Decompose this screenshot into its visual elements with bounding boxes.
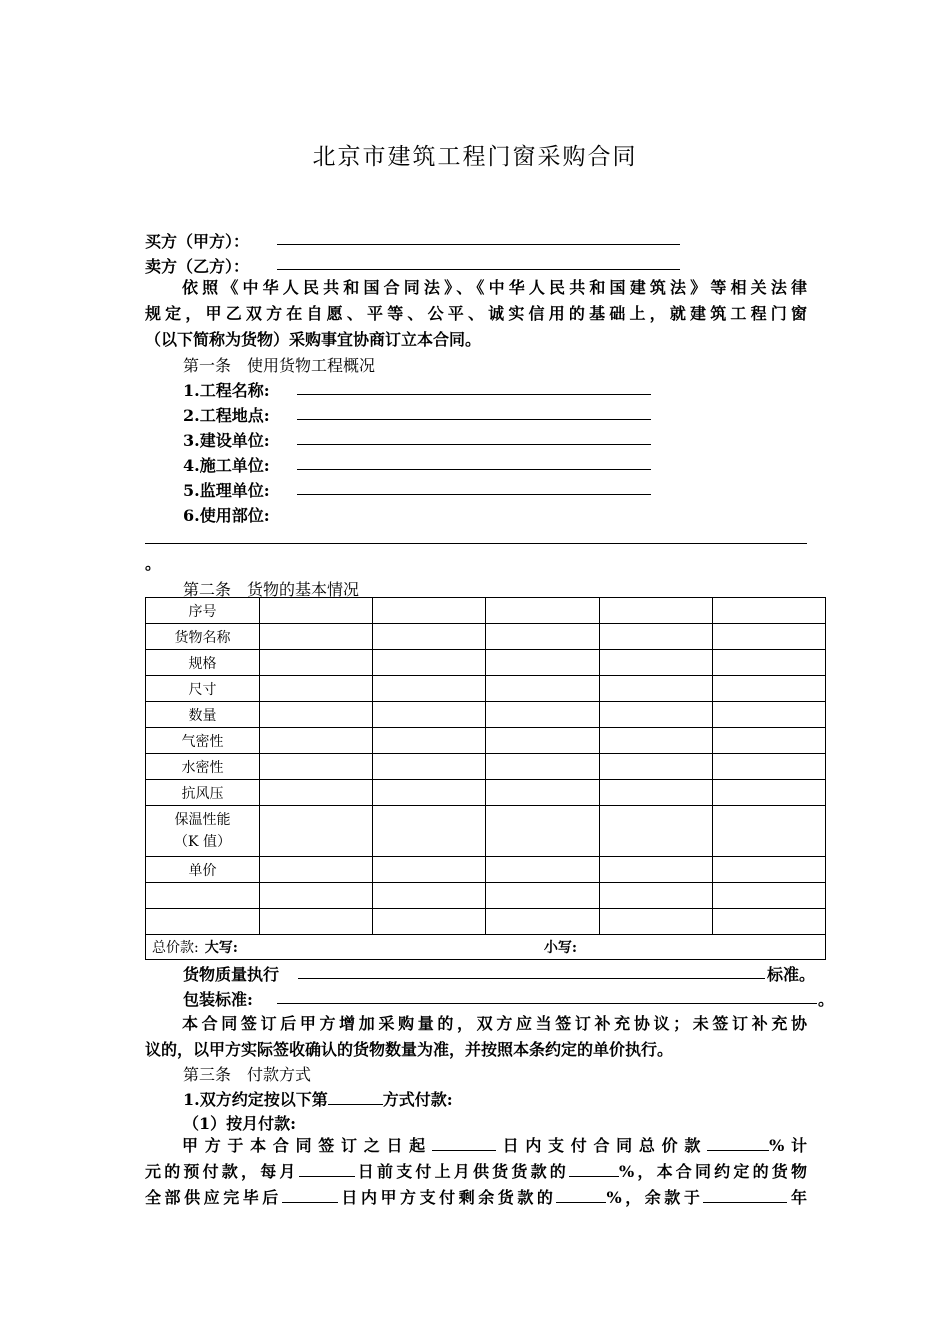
quality-suffix: 标准。 — [767, 965, 816, 984]
table-row — [146, 754, 826, 780]
payment-text: %计 — [769, 1136, 807, 1155]
row-header-spec: 规格 — [146, 650, 260, 676]
table-cell[interactable] — [373, 780, 486, 806]
supplement-line-1: 本合同签订后甲方增加采购量的，双方应当签订补充协议；未签订补充协 — [182, 1014, 807, 1033]
table-cell[interactable] — [146, 909, 260, 935]
row-header-size: 尺寸 — [146, 676, 260, 702]
payment-text: 日内支付合同总价款 — [495, 1136, 708, 1155]
row-header-serial: 序号 — [146, 598, 260, 624]
total-price-cell[interactable] — [146, 935, 826, 960]
payment-method-suffix: 方式付款: — [382, 1090, 453, 1109]
table-cell[interactable] — [486, 624, 600, 650]
table-row — [146, 676, 826, 702]
table-cell[interactable] — [600, 702, 713, 728]
table-cell[interactable] — [260, 754, 373, 780]
table-cell[interactable] — [600, 650, 713, 676]
table-row — [146, 624, 826, 650]
payment-text: 日前支付上月供货货款的 — [354, 1162, 569, 1181]
intro-line-3: （以下简称为货物）采购事宜协商订立本合同。 — [145, 330, 482, 349]
quality-label: 货物质量执行 — [183, 965, 280, 984]
table-cell[interactable] — [373, 909, 486, 935]
final-days-blank[interactable] — [282, 1186, 338, 1203]
buyer-blank[interactable] — [277, 244, 680, 245]
table-cell[interactable] — [260, 702, 373, 728]
table-cell[interactable] — [260, 650, 373, 676]
row-header-wind-pressure: 抗风压 — [146, 780, 260, 806]
payment-method-text: 1.双方约定按以下第 — [183, 1090, 328, 1109]
row-header-air-tightness: 气密性 — [146, 728, 260, 754]
row-header-insulation — [146, 806, 260, 857]
packing-end-mark: 。 — [818, 990, 835, 1009]
table-cell[interactable] — [713, 728, 826, 754]
table-row — [146, 883, 826, 909]
payment-line-1 — [145, 1133, 807, 1159]
article1-heading: 第一条 使用货物工程概况 — [183, 356, 376, 375]
buyer-label: 买方（甲方）： — [145, 232, 250, 251]
table-row — [146, 702, 826, 728]
payment-text: 元的预付款，每月 — [145, 1162, 299, 1181]
project-name-label: 1.工程名称: — [183, 381, 270, 400]
article2-heading: 第二条 货物的基本情况 — [183, 580, 360, 599]
total-price-label: 总价款: — [152, 940, 199, 956]
table-cell[interactable] — [373, 702, 486, 728]
packing-label: 包装标准: — [183, 990, 253, 1009]
table-row — [146, 909, 826, 935]
table-row — [146, 728, 826, 754]
table-cell[interactable] — [260, 780, 373, 806]
intro-line-1: 依照《中华人民共和国合同法》、《中华人民共和国建筑法》等相关法律 — [182, 278, 807, 297]
advance-days-blank[interactable] — [432, 1134, 496, 1151]
table-row — [146, 857, 826, 883]
row-header-water-tightness: 水密性 — [146, 754, 260, 780]
supplement-line-2: 议的，以甲方实际签收确认的货物数量为准，并按照本条约定的单价执行。 — [145, 1040, 674, 1059]
payment-text: 年 — [787, 1188, 807, 1207]
table-cell[interactable] — [260, 676, 373, 702]
payment-line-2 — [145, 1159, 807, 1185]
table-cell[interactable] — [373, 624, 486, 650]
supplement-paragraph — [145, 1011, 807, 1063]
table-cell[interactable] — [486, 806, 600, 857]
table-cell[interactable] — [713, 857, 826, 883]
table-cell[interactable] — [146, 883, 260, 909]
table-cell[interactable] — [600, 857, 713, 883]
table-cell[interactable] — [600, 883, 713, 909]
table-cell[interactable] — [260, 598, 373, 624]
monthly-payment-label: （1）按月付款: — [183, 1114, 297, 1133]
builder-unit-blank[interactable] — [297, 469, 651, 470]
table-cell[interactable] — [713, 883, 826, 909]
intro-line-2: 规定，甲乙双方在自愿、平等、公平、诚实信用的基础上，就建筑工程门窗 — [145, 304, 807, 323]
table-cell[interactable] — [600, 806, 713, 857]
final-percent-blank[interactable] — [556, 1186, 606, 1203]
table-cell[interactable] — [260, 728, 373, 754]
table-cell[interactable] — [713, 780, 826, 806]
row-header-unit-price: 单价 — [146, 857, 260, 883]
project-location-blank[interactable] — [297, 419, 651, 420]
payment-text: 全部供应完毕后 — [145, 1188, 282, 1207]
table-cell[interactable] — [486, 857, 600, 883]
table-cell[interactable] — [600, 676, 713, 702]
table-cell[interactable] — [260, 806, 373, 857]
table-cell[interactable] — [260, 857, 373, 883]
table-row — [146, 650, 826, 676]
table-cell[interactable] — [373, 650, 486, 676]
payment-text: %，余款于 — [606, 1188, 704, 1207]
goods-table — [145, 597, 826, 960]
insulation-label: 保温性能 — [174, 812, 231, 828]
table-cell[interactable] — [486, 780, 600, 806]
table-cell[interactable] — [713, 754, 826, 780]
table-cell[interactable] — [713, 650, 826, 676]
table-cell[interactable] — [373, 857, 486, 883]
payment-line-3 — [145, 1185, 807, 1211]
construction-unit-label: 3.建设单位: — [183, 431, 270, 450]
table-cell[interactable] — [713, 909, 826, 935]
total-upper-label: 大写: — [204, 940, 238, 956]
advance-percent-blank[interactable] — [707, 1134, 769, 1151]
monthly-percent-blank[interactable] — [569, 1160, 619, 1177]
table-cell[interactable] — [373, 883, 486, 909]
table-cell[interactable] — [260, 883, 373, 909]
payment-text: 日内甲方支付剩余货款的 — [337, 1188, 557, 1207]
payment-paragraph — [145, 1133, 807, 1211]
seller-blank[interactable] — [277, 269, 680, 270]
k-value-label: （K 值） — [174, 834, 231, 850]
usage-location-label: 6.使用部位: — [183, 506, 270, 525]
table-cell[interactable] — [486, 650, 600, 676]
table-cell[interactable] — [713, 702, 826, 728]
table-cell[interactable] — [260, 624, 373, 650]
table-cell[interactable] — [373, 676, 486, 702]
packing-standard-blank[interactable] — [277, 1003, 817, 1004]
supervisor-unit-blank[interactable] — [297, 494, 651, 495]
table-cell[interactable] — [713, 676, 826, 702]
table-cell[interactable] — [486, 676, 600, 702]
usage-location-blank[interactable] — [145, 543, 807, 544]
table-cell[interactable] — [373, 806, 486, 857]
table-row — [146, 598, 826, 624]
table-cell[interactable] — [486, 598, 600, 624]
table-row — [146, 780, 826, 806]
payment-text: 甲方于本合同签订之日起 — [182, 1136, 432, 1155]
total-row — [146, 935, 826, 960]
project-location-label: 2.工程地点: — [183, 406, 270, 425]
table-cell[interactable] — [600, 598, 713, 624]
table-cell[interactable] — [713, 806, 826, 857]
table-cell[interactable] — [600, 754, 713, 780]
total-lower-label: 小写: — [543, 940, 578, 956]
article3-heading: 第三条 付款方式 — [183, 1065, 312, 1084]
payment-method-line — [183, 1087, 453, 1110]
table-cell[interactable] — [486, 728, 600, 754]
table-cell[interactable] — [600, 909, 713, 935]
table-cell[interactable] — [713, 624, 826, 650]
table-cell[interactable] — [260, 909, 373, 935]
table-cell[interactable] — [373, 598, 486, 624]
table-row — [146, 806, 826, 857]
project-name-blank[interactable] — [297, 394, 651, 395]
row-header-goods-name: 货物名称 — [146, 624, 260, 650]
page-title: 北京市建筑工程门窗采购合同 — [312, 144, 638, 170]
table-cell[interactable] — [486, 754, 600, 780]
monthly-day-blank[interactable] — [299, 1160, 355, 1177]
quality-standard-blank[interactable] — [298, 978, 765, 979]
intro-paragraph — [145, 275, 807, 353]
table-cell[interactable] — [600, 780, 713, 806]
row-header-quantity: 数量 — [146, 702, 260, 728]
table-cell[interactable] — [486, 702, 600, 728]
table-cell[interactable] — [600, 624, 713, 650]
balance-year-blank[interactable] — [703, 1186, 787, 1203]
table-cell[interactable] — [486, 909, 600, 935]
payment-text: %，本合同约定的货物 — [618, 1162, 807, 1181]
article1-end-mark: 。 — [145, 554, 162, 573]
payment-method-blank[interactable] — [328, 1088, 383, 1105]
table-cell[interactable] — [713, 598, 826, 624]
table-cell[interactable] — [486, 883, 600, 909]
table-cell[interactable] — [600, 728, 713, 754]
table-cell[interactable] — [373, 728, 486, 754]
builder-unit-label: 4.施工单位: — [183, 456, 270, 475]
supervisor-unit-label: 5.监理单位: — [183, 481, 270, 500]
seller-label: 卖方（乙方）： — [145, 257, 250, 276]
table-cell[interactable] — [373, 754, 486, 780]
construction-unit-blank[interactable] — [297, 444, 651, 445]
